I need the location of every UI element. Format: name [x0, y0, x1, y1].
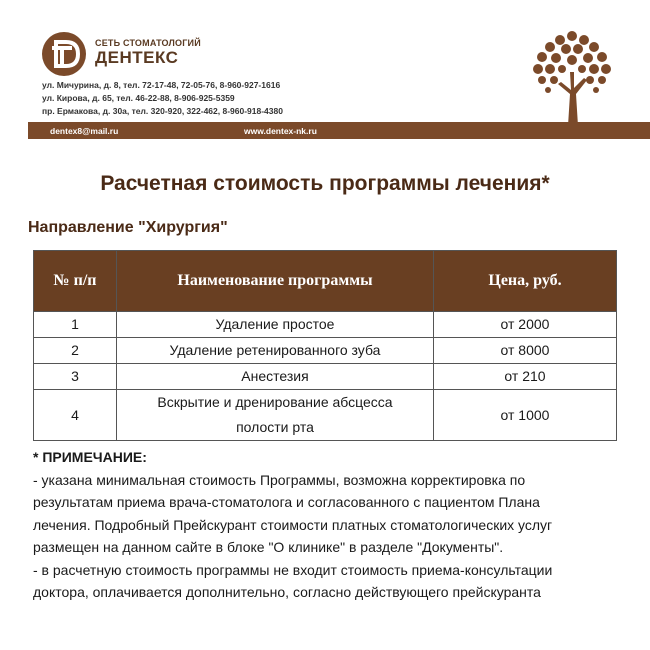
footnote-line: размещен на данном сайте в блоке "О клинике" в разделе "Документы". — [33, 539, 504, 555]
footnote — [33, 446, 633, 604]
table-row — [34, 312, 617, 338]
email-link[interactable]: dentex8@mail.ru — [50, 126, 119, 136]
program-name: Удаление простое — [117, 312, 434, 338]
program-name-line: полости рта — [236, 419, 314, 435]
row-number: 4 — [34, 390, 117, 441]
column-header: № п/п — [34, 251, 117, 312]
footnote-line: - в расчетную стоимость программы не входит стоимость приема-консультации — [33, 561, 553, 578]
program-name: Удаление ретенированного зуба — [117, 338, 434, 364]
table-row — [34, 364, 617, 390]
tree-icon — [520, 22, 625, 127]
table-row — [34, 338, 617, 364]
program-name: Анестезия — [117, 364, 434, 390]
page-title: Расчетная стоимость программы лечения* — [100, 172, 550, 195]
column-header: Цена, руб. — [434, 251, 617, 312]
dentex-logo — [42, 32, 117, 76]
row-number: 2 — [34, 338, 117, 364]
program-price: от 1000 — [434, 390, 617, 441]
program-name — [117, 390, 434, 441]
brand-name: ДЕНТЕКС — [95, 48, 179, 67]
address-line: ул. Мичурина, д. 8, тел. 72-17-48, 72-05-76, 8-960-927-1616 — [42, 80, 281, 90]
table-header-row — [34, 251, 617, 312]
program-price: от 210 — [434, 364, 617, 390]
address-line: ул. Кирова, д. 65, тел. 46-22-88, 8-906-925-5359 — [42, 93, 235, 103]
program-price: от 8000 — [434, 338, 617, 364]
logo-caption: DENTEX — [90, 68, 117, 74]
table-row — [34, 390, 617, 441]
address-line: пр. Ермакова, д. 30а, тел. 320-920, 322-462, 8-960-918-4380 — [42, 106, 283, 116]
footnote-line: лечения. Подробный Прейскурант стоимости платных стоматологических услуг — [33, 516, 553, 533]
row-number: 1 — [34, 312, 117, 338]
program-price: от 2000 — [434, 312, 617, 338]
website-link[interactable]: www.dentex-nk.ru — [244, 126, 317, 136]
brand-subtitle: СЕТЬ СТОМАТОЛОГИЙ — [95, 38, 201, 48]
column-header: Наименование программы — [117, 251, 434, 312]
footnote-line: результатам приема врача-стоматолога и согласованного с пациентом Плана — [33, 494, 540, 510]
price-table — [33, 250, 617, 441]
section-title: Направление "Хирургия" — [28, 219, 228, 236]
footnote-title: * ПРИМЕЧАНИЕ: — [33, 449, 147, 465]
letterhead — [0, 0, 650, 140]
program-name-line: Вскрытие и дренирование абсцесса — [157, 394, 393, 410]
footnote-line: - указана минимальная стоимость Программы, возможна корректировка по — [33, 471, 526, 488]
row-number: 3 — [34, 364, 117, 390]
footnote-line: доктора, оплачивается дополнительно, согласно действующего прейскуранта — [33, 584, 541, 600]
